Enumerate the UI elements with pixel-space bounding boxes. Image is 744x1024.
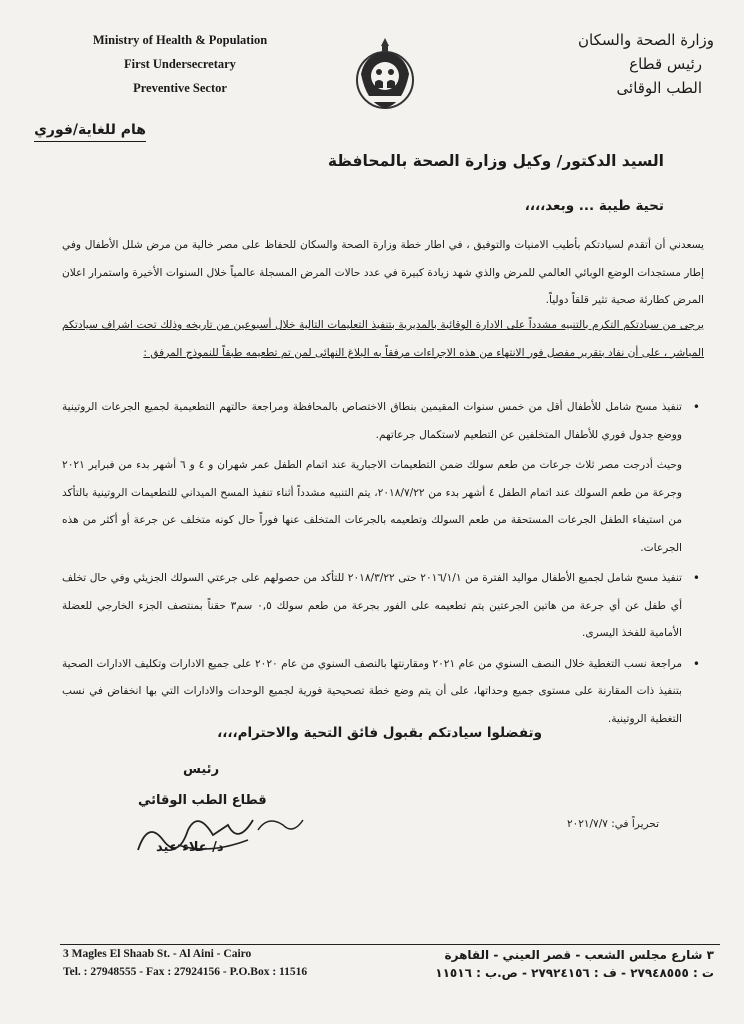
list-item: • تنفيذ مسح شامل للأطفال أقل من خمس سنوات المقيمين بنطاق الاختصاص بالمحافظة ومراجعة حالتهم التطعيمية لجميع الجرعات الروتينية ووضع جدول فوري للأطفال المتخلفين عن التطعيم لاستكمال جرعاتهم.: [62, 394, 704, 449]
list-item: • مراجعة نسب التغطية خلال النصف السنوي من عام ٢٠٢١ ومقارنتها بالنصف السنوي من عام ٢٠٢٠ على جميع الادارات وتكليف الادارات الصحية بتنفيذ ذات المقارنة على مستوى جميع وحداتها، على أن يتم وضع خطة تصحيحية فورية لجميع الوحدات والادارات التي بها انخفاض في نسب التغطية الروتينية.: [62, 651, 704, 734]
header-en-line-3: Preventive Sector: [133, 81, 227, 95]
header-ar-line-1: وزارة الصحة والسكان: [578, 31, 714, 49]
footer-en-contact: Tel. : 27948555 - Fax : 27924156 - P.O.Box : 11516: [63, 966, 308, 978]
handwritten-signature-icon: [118, 800, 318, 870]
header-english: [70, 28, 290, 100]
header-arabic: [494, 28, 714, 100]
list-item: وحيث أدرجت مصر ثلاث جرعات من طعم سولك ضمن التطعيمات الاجبارية عند اتمام الطفل عمر شهران و ٤ و ٦ أشهر بدء من فبراير ٢٠٢١ وجرعة من طعم السولك عند اتمام الطفل ٤ أشهر بدء من ٢٠١٨/٧/٢٢، يتم التنبيه مشدداً أثناء تنفيذ المسح الميداني للتطعيمات الروتينية بالتأكد من استيفاء الطفل الجرعات المستحقة من طعم السولك وتطعيمه بالجرعات المتخلف عنها فوراً حال كونه متخلف عن جرعة أو أكثر من هذه الجرعات.: [62, 459, 683, 554]
list-item: • تنفيذ مسح شامل لجميع الأطفال مواليد الفترة من ٢٠١٦/١/١ حتى ٢٠١٨/٣/٢٢ للتأكد من حصولهم على جرعتي السولك الجزيئي وفي حال تخلف أي طفل عن أي جرعة من هاتين الجرعتين يتم تطعيمه على الفور بجرعة من طعم سولك ٠,٥ سم٣ حقناً بمنتصف الجزء الخارجي للعضلة الأمامية للفخذ اليسرى.: [62, 565, 704, 648]
footer-ar-address: ٣ شارع مجلس الشعب - قصر العيني - القاهرة: [444, 948, 714, 962]
instructions-list: [62, 394, 704, 733]
issue-date: تحريراً في: ٢٠٢١/٧/٧: [566, 818, 659, 830]
signature-title-2: قطاع الطب الوقائي: [138, 793, 267, 808]
signature-title-1: رئيس: [183, 762, 220, 777]
greeting: تحية طيبة ... وبعد،،،،: [524, 198, 664, 214]
addressee: السيد الدكتور/ وكيل وزارة الصحة بالمحافظة: [327, 152, 664, 170]
footer-en-address: 3 Magles El Shaab St. - Al Aini - Cairo: [63, 948, 252, 960]
header-en-line-1: Ministry of Health & Population: [92, 33, 268, 47]
header-ar-line-3: الطب الوقائى: [616, 79, 702, 97]
header-en-line-2: First Undersecretary: [124, 57, 236, 71]
paragraph-2: [62, 312, 704, 367]
footer-divider: [60, 944, 720, 945]
paragraph-1: يسعدني أن أتقدم لسيادتكم بأطيب الامنيات والتوفيق ، في اطار خطة وزارة الصحة والسكان للحفاظ على مصر خالية من مرض شلل الأطفال وفي إطار مستجدات الوضع الوبائي العالمي للمرض والذي شهد زيادة كبيرة في عدد حالات المرض المسجلة عالمياً خلال السنوات الأخيرة واستمرار اعلان المرض كطارئة صحية تثير قلقاً دولياً.: [62, 239, 704, 306]
signature-name: د/ علاء عيد: [156, 840, 224, 855]
closing-line: وتفضلوا سيادتكم بقبول فائق التحية والاحترام،،،،: [217, 725, 542, 741]
ministry-logo-icon: [345, 34, 425, 114]
header-ar-line-2: رئيس قطاع: [629, 55, 702, 73]
urgent-label: هام للغاية/فوري: [34, 122, 146, 142]
paragraph-2-text: يرجى من سيادتكم التكرم بالتنبيه مشدداً على الادارة الوقائية بالمديرية بتنفيذ التعليمات التالية خلال أسبوعين من تاريخه وذلك تحت اشراف سيادتكم المباشر ، على أن نفاد بتقرير مفصل فور الانتهاء من هذه الاجراءات مرفقاً به البلاغ النهائى لمن تم تطعيمه طبقاً للنموذج المرفق :: [62, 319, 704, 359]
footer-ar-contact: ت : ٢٧٩٤٨٥٥٥ - ف : ٢٧٩٢٤١٥٦ - ص.ب : ١١٥١٦: [435, 966, 714, 980]
